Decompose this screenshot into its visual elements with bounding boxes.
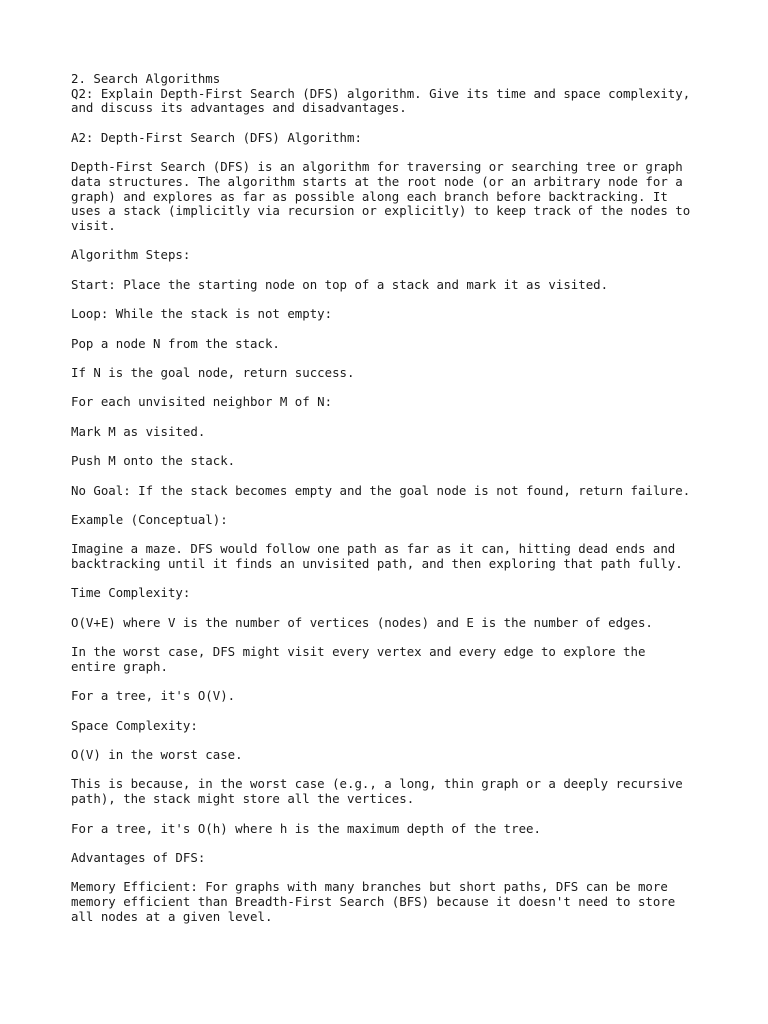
text-line: This is because, in the worst case (e.g., a long, thin graph or a deeply recursive [71, 776, 683, 792]
text-line: Mark M as visited. [71, 423, 206, 439]
text-line: visit. [71, 218, 116, 233]
paragraph [71, 484, 711, 499]
paragraph [71, 645, 711, 674]
paragraph [71, 366, 711, 381]
paragraph [71, 616, 711, 631]
paragraph [71, 777, 711, 806]
text-line: uses a stack (implicitly via recursion or explicitly) to keep track of the nodes to [71, 203, 691, 219]
text-line: For each unvisited neighbor M of N: [71, 394, 333, 410]
text-line: Example (Conceptual): [71, 511, 228, 527]
paragraph [71, 131, 711, 146]
paragraph [71, 454, 711, 469]
text-line: data structures. The algorithm starts at the root node (or an arbitrary node for a [71, 173, 683, 189]
text-line: Loop: While the stack is not empty: [71, 306, 333, 322]
paragraph [71, 586, 711, 601]
text-line: Space Complexity: [71, 717, 198, 733]
paragraph [71, 278, 711, 293]
text-line: Q2: Explain Depth-First Search (DFS) algorithm. Give its time and space complexity, [71, 85, 691, 101]
text-line: Depth-First Search (DFS) is an algorithm for traversing or searching tree or graph [71, 159, 683, 175]
text-line: graph) and explores as far as possible along each branch before backtracking. It [71, 188, 668, 204]
paragraph [71, 307, 711, 322]
paragraph [71, 248, 711, 263]
text-line: Start: Place the starting node on top of a stack and mark it as visited. [71, 276, 609, 292]
text-line: Advantages of DFS: [71, 849, 206, 865]
paragraph [71, 542, 711, 571]
paragraph [71, 72, 711, 116]
text-line: Push M onto the stack. [71, 453, 236, 469]
paragraph [71, 425, 711, 440]
text-line: Imagine a maze. DFS would follow one path as far as it can, hitting dead ends and [71, 541, 676, 557]
text-line: path), the stack might store all the vertices. [71, 791, 415, 807]
text-line: 2. Search Algorithms [71, 71, 221, 86]
text-line: Algorithm Steps: [71, 247, 191, 263]
paragraph [71, 880, 711, 924]
paragraph [71, 822, 711, 837]
document-page [71, 72, 711, 939]
text-line: backtracking until it finds an unvisited path, and then exploring that path fully. [71, 556, 683, 571]
text-line: For a tree, it's O(h) where h is the maximum depth of the tree. [71, 820, 541, 836]
text-line: O(V+E) where V is the number of vertices (nodes) and E is the number of edges. [71, 614, 653, 630]
text-line: Pop a node N from the stack. [71, 335, 280, 351]
paragraph [71, 513, 711, 528]
text-line: entire graph. [71, 658, 168, 674]
paragraph [71, 748, 711, 763]
paragraph [71, 160, 711, 234]
text-line: Memory Efficient: For graphs with many branches but short paths, DFS can be more [71, 879, 668, 895]
text-line: For a tree, it's O(V). [71, 688, 236, 704]
text-line: all nodes at a given level. [71, 908, 273, 924]
text-line: A2: Depth-First Search (DFS) Algorithm: [71, 129, 362, 145]
text-line: If N is the goal node, return success. [71, 364, 355, 380]
paragraph [71, 689, 711, 704]
text-line: O(V) in the worst case. [71, 747, 243, 763]
text-line: memory efficient than Breadth-First Search (BFS) because it doesn't need to store [71, 894, 676, 910]
text-line: and discuss its advantages and disadvantages. [71, 100, 407, 116]
paragraph [71, 337, 711, 352]
paragraph [71, 719, 711, 734]
text-line: Time Complexity: [71, 585, 191, 601]
paragraph [71, 851, 711, 866]
text-line: No Goal: If the stack becomes empty and the goal node is not found, return failure. [71, 482, 691, 498]
paragraph [71, 395, 711, 410]
text-line: In the worst case, DFS might visit every vertex and every edge to explore the [71, 644, 646, 660]
